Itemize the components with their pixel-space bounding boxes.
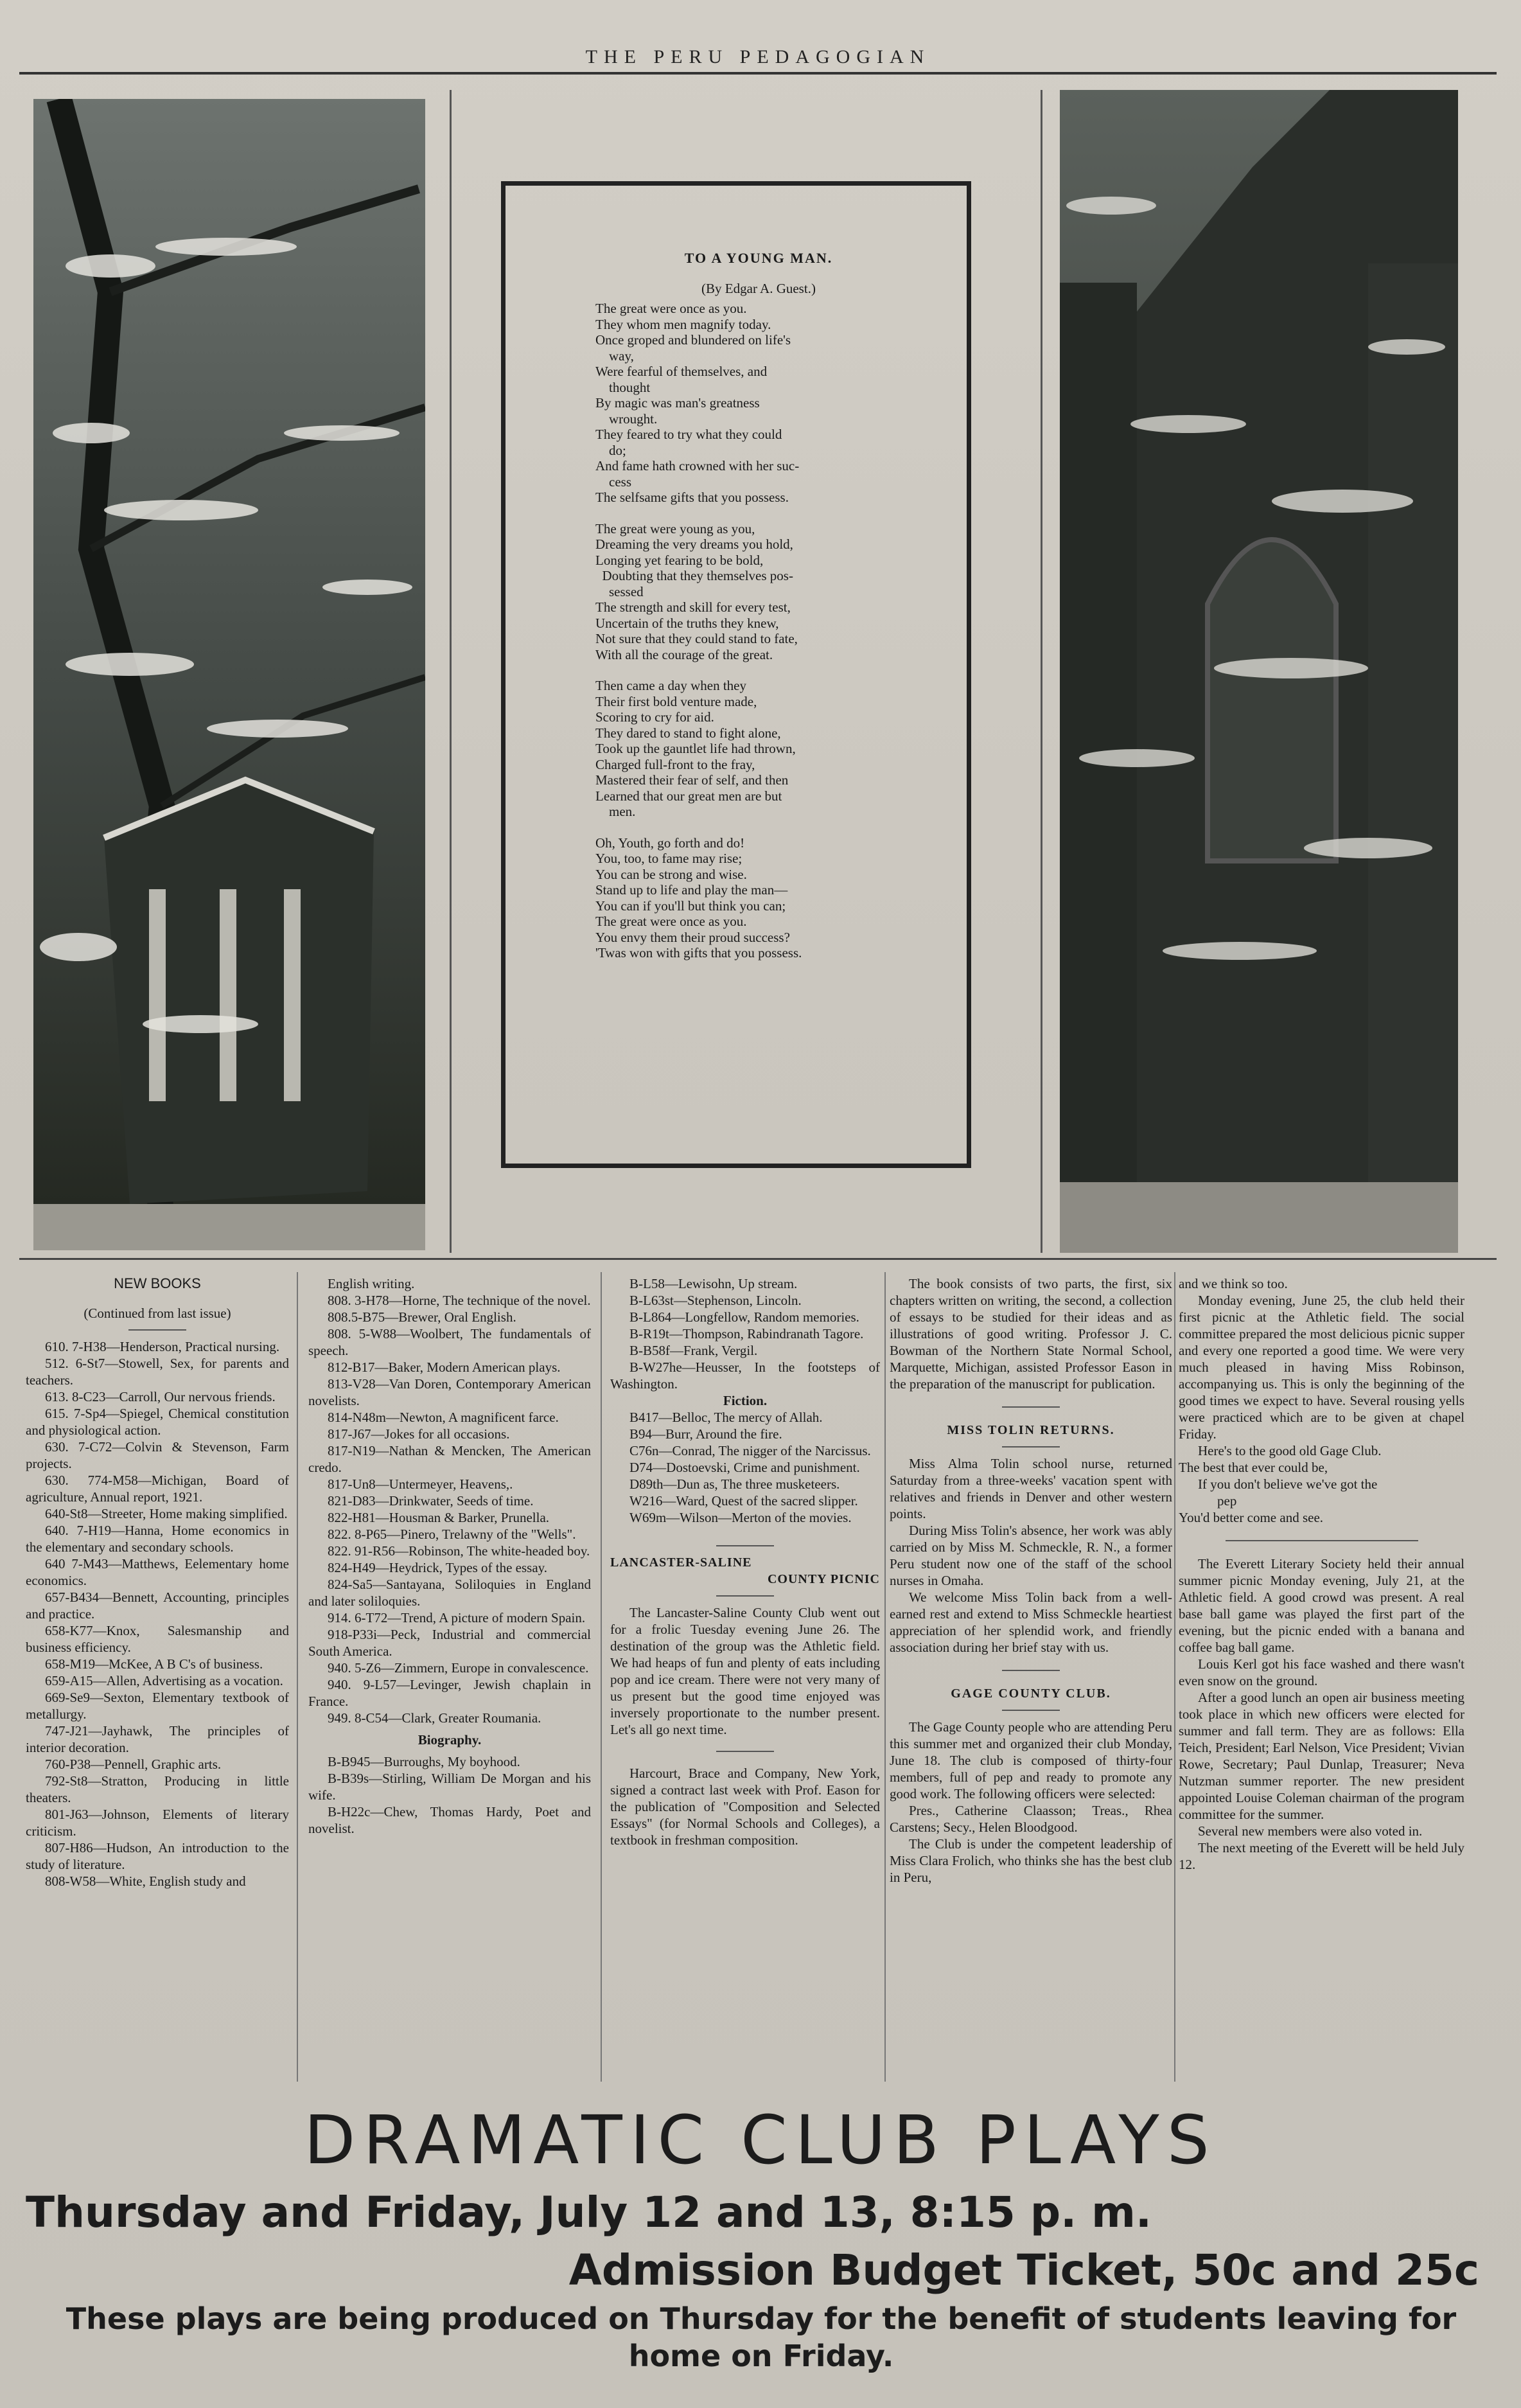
dramatic-club-banner-title: DRAMATIC CLUB PLAYS [304, 2101, 1217, 2179]
poem-line: Were fearful of themselves, and [595, 364, 768, 379]
section-rule [19, 1258, 1497, 1260]
list-item: 808.5-B75—Brewer, Oral English. [328, 1309, 516, 1325]
list-item: B-L58—Lewisohn, Up stream. [629, 1276, 798, 1291]
poem-line: Not sure that they could stand to fate, [595, 631, 798, 646]
gage-text-1: The Gage County people who are attending Peru this summer met and organized their club Monday, June 18. The club is composed of thirty-four members, full of pep and ready to promote any good work. The following officers were selected: [890, 1719, 1172, 1802]
yell-line: The best that ever could be, [1179, 1460, 1328, 1475]
list-item: 658-M19—McKee, A B C's of business. [45, 1656, 263, 1672]
book-list [26, 1338, 289, 1890]
poem-line: way, [595, 348, 634, 364]
list-item: 808-W58—White, English study and [45, 1873, 246, 1889]
list-item: C76n—Conrad, The nigger of the Narcissus. [629, 1443, 871, 1458]
biography-list [308, 1753, 591, 1837]
section-heading-new-books: NEW BOOKS [114, 1275, 201, 1291]
photo-snowy-church [1060, 90, 1458, 1253]
poem-stanza [595, 835, 922, 961]
book-description: The book consists of two parts, the first, six chapters written on writing, the second, a collection of essays to be studied for their ideas and as illustrations of good writing. Professor J. C. Bowman of the Northern State Normal School, Marquette, Michigan, assisted Professor Eason in the preparation of the manuscript for publication. [890, 1276, 1172, 1392]
tolin-heading: MISS TOLIN RETURNS. [947, 1423, 1115, 1437]
list-item: B-L63st—Stephenson, Lincoln. [629, 1293, 802, 1308]
column-club-news [1179, 1275, 1464, 1873]
poem-line: With all the courage of the great. [595, 646, 773, 662]
list-item: 669-Se9—Sexton, Elementary textbook of metallurgy. [26, 1690, 289, 1722]
poem-line: thought [595, 379, 651, 395]
banner-admission: Admission Budget Ticket, 50c and 25c [568, 2245, 1479, 2295]
list-item: 801-J63—Johnson, Elements of literary criticism. [26, 1807, 289, 1839]
fiction-heading: Fiction. [723, 1393, 768, 1408]
list-item: B417—Belloc, The mercy of Allah. [629, 1410, 823, 1425]
poem-line: Scoring to cry for aid. [595, 709, 714, 725]
list-item: 659-A15—Allen, Advertising as a vocation. [45, 1673, 283, 1688]
poem-stanza [595, 521, 922, 663]
poem-title: TO A YOUNG MAN. [684, 250, 833, 266]
list-item: 812-B17—Baker, Modern American plays. [328, 1359, 561, 1375]
poem-line: Stand up to life and play the man— [595, 882, 788, 898]
list-item: B-L864—Longfellow, Random memories. [629, 1309, 859, 1325]
list-item: 630. 774-M58—Michigan, Board of agriculture, Annual report, 1921. [26, 1473, 289, 1505]
list-item: 814-N48m—Newton, A magnificent farce. [328, 1410, 559, 1425]
yell-line: If you don't believe we've got the [1198, 1476, 1378, 1492]
list-item: B-B945—Burroughs, My boyhood. [328, 1754, 520, 1769]
list-item: 914. 6-T72—Trend, A picture of modern Spain. [328, 1610, 586, 1625]
picnic-heading-line1: LANCASTER-SALINE [610, 1555, 752, 1570]
poem-line: You, too, to fame may rise; [595, 851, 743, 866]
gage-heading: GAGE COUNTY CLUB. [951, 1686, 1111, 1701]
list-item: 630. 7-C72—Colvin & Stevenson, Farm projects. [26, 1439, 289, 1471]
list-item: 813-V28—Van Doren, Contemporary American novelists. [308, 1376, 591, 1408]
poem-line: They whom men magnify today. [595, 316, 771, 332]
everett-text-3: After a good lunch an open air business meeting took place in which new officers were elected for summer and fall term. They are as follows: Ella Teich, President; Earl Nelson, Vice President; Vivian Rowe, Secretary; Paul Dunlap, Treasurer; Neva Nutzman summer reporter. The new president appointed Louise Coleman chairman of the program committee for the summer. [1179, 1690, 1464, 1822]
list-item: 822-H81—Housman & Barker, Prunella. [328, 1510, 550, 1525]
column-divider [1041, 90, 1042, 1253]
poem-line: They feared to try what they could [595, 427, 782, 442]
poem-line: sessed [595, 583, 644, 599]
poem-line: The strength and skill for every test, [595, 599, 791, 615]
short-rule [128, 1329, 186, 1331]
list-item: 808. 3-H78—Horne, The technique of the novel. [328, 1293, 591, 1308]
list-item: B-W27he—Heusser, In the footsteps of Washington. [610, 1359, 880, 1392]
list-item: D89th—Dun as, The three musketeers. [629, 1476, 840, 1492]
list-item: 822. 91-R56—Robinson, The white-headed boy. [328, 1543, 590, 1559]
list-item: 640. 7-H19—Hanna, Home economics in the elementary and secondary schools. [26, 1523, 289, 1555]
top-rule [19, 72, 1497, 75]
column-divider [450, 90, 452, 1253]
poem-line: Then came a day when they [595, 678, 746, 693]
poem-line: By magic was man's greatness [595, 395, 760, 411]
list-item: 940. 9-L57—Levinger, Jewish chaplain in France. [308, 1677, 591, 1709]
column-divider [297, 1272, 298, 2082]
poem-line: They dared to stand to fight alone, [595, 725, 781, 741]
poem-line: Mastered their fear of self, and then [595, 772, 789, 788]
poem-line: You can be strong and wise. [595, 866, 747, 882]
list-item: B-R19t—Thompson, Rabindranath Tagore. [629, 1326, 864, 1341]
column-divider [1174, 1272, 1175, 2082]
column-books-picnic [610, 1275, 880, 1848]
everett-text-5: The next meeting of the Everett will be held July 12. [1179, 1840, 1464, 1872]
poem-line: do; [595, 442, 626, 458]
list-item: 808. 5-W88—Woolbert, The fundamentals of speech. [308, 1326, 591, 1358]
list-item: 610. 7-H38—Henderson, Practical nursing. [45, 1339, 280, 1354]
fiction-list [610, 1409, 880, 1526]
column-divider [601, 1272, 602, 2082]
gage-text-3: The Club is under the competent leadership of Miss Clara Frolich, who thinks she has the best club in Peru, [890, 1836, 1172, 1885]
short-rule [716, 1595, 774, 1597]
biography-heading: Biography. [418, 1732, 482, 1748]
list-item: 747-J21—Jayhawk, The principles of interior decoration. [26, 1723, 289, 1755]
list-item: 817-J67—Jokes for all occasions. [328, 1426, 510, 1442]
poem-body [595, 301, 922, 961]
list-item: 613. 8-C23—Carroll, Our nervous friends. [45, 1389, 276, 1404]
list-item: 940. 5-Z6—Zimmern, Europe in convalescence. [328, 1660, 589, 1676]
gage-continued: and we think so too. [1179, 1276, 1288, 1291]
poem-line: The great were young as you, [595, 520, 755, 536]
list-item: 824-H49—Heydrick, Types of the essay. [328, 1560, 548, 1575]
list-item: 949. 8-C54—Clark, Greater Roumania. [328, 1710, 541, 1726]
poem-line: Their first bold venture made, [595, 693, 757, 709]
harcourt-text: Harcourt, Brace and Company, New York, signed a contract last week with Prof. Eason for the publication of "Composition and Selected Essays" (for Normal Schools and Colleges), a textbook in freshman composition. [610, 1766, 880, 1848]
poem-line: Learned that our great men are but [595, 788, 782, 804]
list-item: B-B39s—Stirling, William De Morgan and his wife. [308, 1771, 591, 1803]
list-item: 640 7-M43—Matthews, Eelementary home economics. [26, 1556, 289, 1588]
poem-line: You envy them their proud success? [595, 929, 790, 945]
picnic-text: The Lancaster-Saline County Club went out for a frolic Tuesday evening June 26. The destination of the group was the Athletic field. We had heaps of fun and plenty of eats including pop and ice cream. There were not very many of us present but the good time enjoyed was inversely proportionate to the number present. Let's all go next time. [610, 1605, 880, 1737]
list-item: B94—Burr, Around the fire. [629, 1426, 782, 1442]
tolin-text-3: We welcome Miss Tolin back from a well-earned rest and extend to Miss Schmeckle heartiest appreciation of her splendid work, and friendly association during her brief stay with us. [890, 1589, 1172, 1655]
tolin-text-2: During Miss Tolin's absence, her work was ably carried on by Miss M. Schmeckle, R. N., a former Peru student now one of the staff of the school nurses in Omaha. [890, 1523, 1172, 1588]
short-rule [716, 1545, 774, 1546]
list-item: W69m—Wilson—Merton of the movies. [629, 1510, 852, 1525]
short-rule [1002, 1406, 1060, 1408]
list-item: 640-St8—Streeter, Home making simplified. [45, 1506, 288, 1521]
short-rule [1002, 1710, 1060, 1711]
everett-text-4: Several new members were also voted in. [1198, 1823, 1423, 1839]
poem-line: men. [595, 804, 636, 819]
list-item: 657-B434—Bennett, Accounting, principles and practice. [26, 1589, 289, 1622]
poem-line: Once groped and blundered on life's [595, 332, 791, 348]
list-item: 824-Sa5—Santayana, Soliloquies in England and later soliloquies. [308, 1577, 591, 1609]
everett-text-2: Louis Kerl got his face washed and there wasn't even snow on the ground. [1179, 1656, 1464, 1688]
yell-line: Here's to the good old Gage Club. [1198, 1443, 1382, 1458]
list-item: English writing. [328, 1276, 415, 1291]
poem-line: The great were once as you. [595, 914, 747, 929]
poem-line: Charged full-front to the fray, [595, 756, 755, 772]
list-item: 822. 8-P65—Pinero, Trelawny of the "Wells". [328, 1527, 576, 1542]
poem-stanza [595, 301, 922, 506]
short-rule [1226, 1540, 1418, 1541]
picnic-heading-line2: COUNTY PICNIC [767, 1572, 880, 1586]
poem-line: The selfsame gifts that you possess. [595, 490, 789, 505]
column-news [890, 1275, 1172, 1886]
yell-line: You'd better come and see. [1179, 1510, 1324, 1525]
poem-line: Longing yet fearing to be bold, [595, 552, 764, 568]
column-books-continued [308, 1275, 591, 1837]
short-rule [1002, 1670, 1060, 1671]
short-rule [1002, 1446, 1060, 1447]
gage-text-2: Pres., Catherine Claasson; Treas., Rhea Carstens; Secy., Helen Bloodgood. [890, 1803, 1172, 1835]
poem-line: 'Twas won with gifts that you possess. [595, 945, 802, 961]
poem-byline: (By Edgar A. Guest.) [701, 281, 816, 296]
list-item: 918-P33i—Peck, Industrial and commercial South America. [308, 1627, 591, 1659]
poem-line: Oh, Youth, go forth and do! [595, 835, 745, 851]
continued-note: (Continued from last issue) [84, 1306, 231, 1321]
photo-snowy-trees-building [33, 99, 425, 1250]
banner-note: These plays are being produced on Thursday for the benefit of students leaving for home on Friday. [66, 2301, 1457, 2373]
masthead: THE PERU PEDAGOGIAN [585, 46, 931, 67]
poem-line: wrought. [595, 411, 658, 427]
list-item: 821-D83—Drinkwater, Seeds of time. [328, 1493, 534, 1509]
poem-line: And fame hath crowned with her suc- [595, 458, 800, 474]
poem-line: Doubting that they themselves pos- [595, 568, 793, 583]
list-item: 807-H86—Hudson, An introduction to the study of literature. [26, 1840, 289, 1872]
poem-line: You can if you'll but think you can; [595, 898, 786, 914]
book-list [610, 1275, 880, 1392]
list-item: W216—Ward, Quest of the sacred slipper. [629, 1493, 858, 1509]
yell-line: pep [1217, 1493, 1237, 1509]
list-item: 658-K77—Knox, Salesmanship and business efficiency. [26, 1623, 289, 1655]
gage-picnic-text: Monday evening, June 25, the club held their first picnic at the Athletic field. The social committee prepared the most delicious picnic supper and every one reported a good time. We were very much pleased in having Miss Robinson, accompanying us. This is only the beginning of the good times we expect to have. Several rousing yells were practiced which are to be given at chapel Friday. [1179, 1293, 1464, 1442]
list-item: 817-Un8—Untermeyer, Heavens,. [328, 1476, 513, 1492]
column-new-books [26, 1275, 289, 1890]
tolin-text-1: Miss Alma Tolin school nurse, returned Saturday from a three-weeks' vacation spent with relatives and friends in Denver and other western points. [890, 1456, 1172, 1521]
column-divider [884, 1272, 886, 2082]
poem-line: The great were once as you. [595, 301, 747, 316]
poem-line: cess [595, 474, 631, 490]
poem-line: Dreaming the very dreams you hold, [595, 536, 793, 552]
list-item: B-H22c—Chew, Thomas Hardy, Poet and novelist. [308, 1804, 591, 1836]
poem-box [501, 181, 971, 1168]
list-item: 615. 7-Sp4—Spiegel, Chemical constitution and physiological action. [26, 1406, 289, 1438]
list-item: 760-P38—Pennell, Graphic arts. [45, 1757, 222, 1772]
banner-date: Thursday and Friday, July 12 and 13, 8:15 p. m. [26, 2188, 1152, 2237]
short-rule [716, 1751, 774, 1752]
poem-line: Uncertain of the truths they knew, [595, 615, 779, 631]
list-item: 512. 6-St7—Stowell, Sex, for parents and teachers. [26, 1356, 289, 1388]
poem-line: Took up the gauntlet life had thrown, [595, 741, 796, 756]
poem-stanza [595, 678, 922, 820]
everett-text-1: The Everett Literary Society held their annual summer picnic Monday evening, July 21, at the Athletic field. A good crowd was present. A real base ball game was played the first part of the evening, but the picnic ended with a banana and coffee bag ball game. [1179, 1556, 1464, 1655]
list-item: B-B58f—Frank, Vergil. [629, 1343, 758, 1358]
book-list [308, 1275, 591, 1726]
list-item: D74—Dostoevski, Crime and punishment. [629, 1460, 860, 1475]
list-item: 792-St8—Stratton, Producing in little theaters. [26, 1773, 289, 1805]
list-item: 817-N19—Nathan & Mencken, The American credo. [308, 1443, 591, 1475]
